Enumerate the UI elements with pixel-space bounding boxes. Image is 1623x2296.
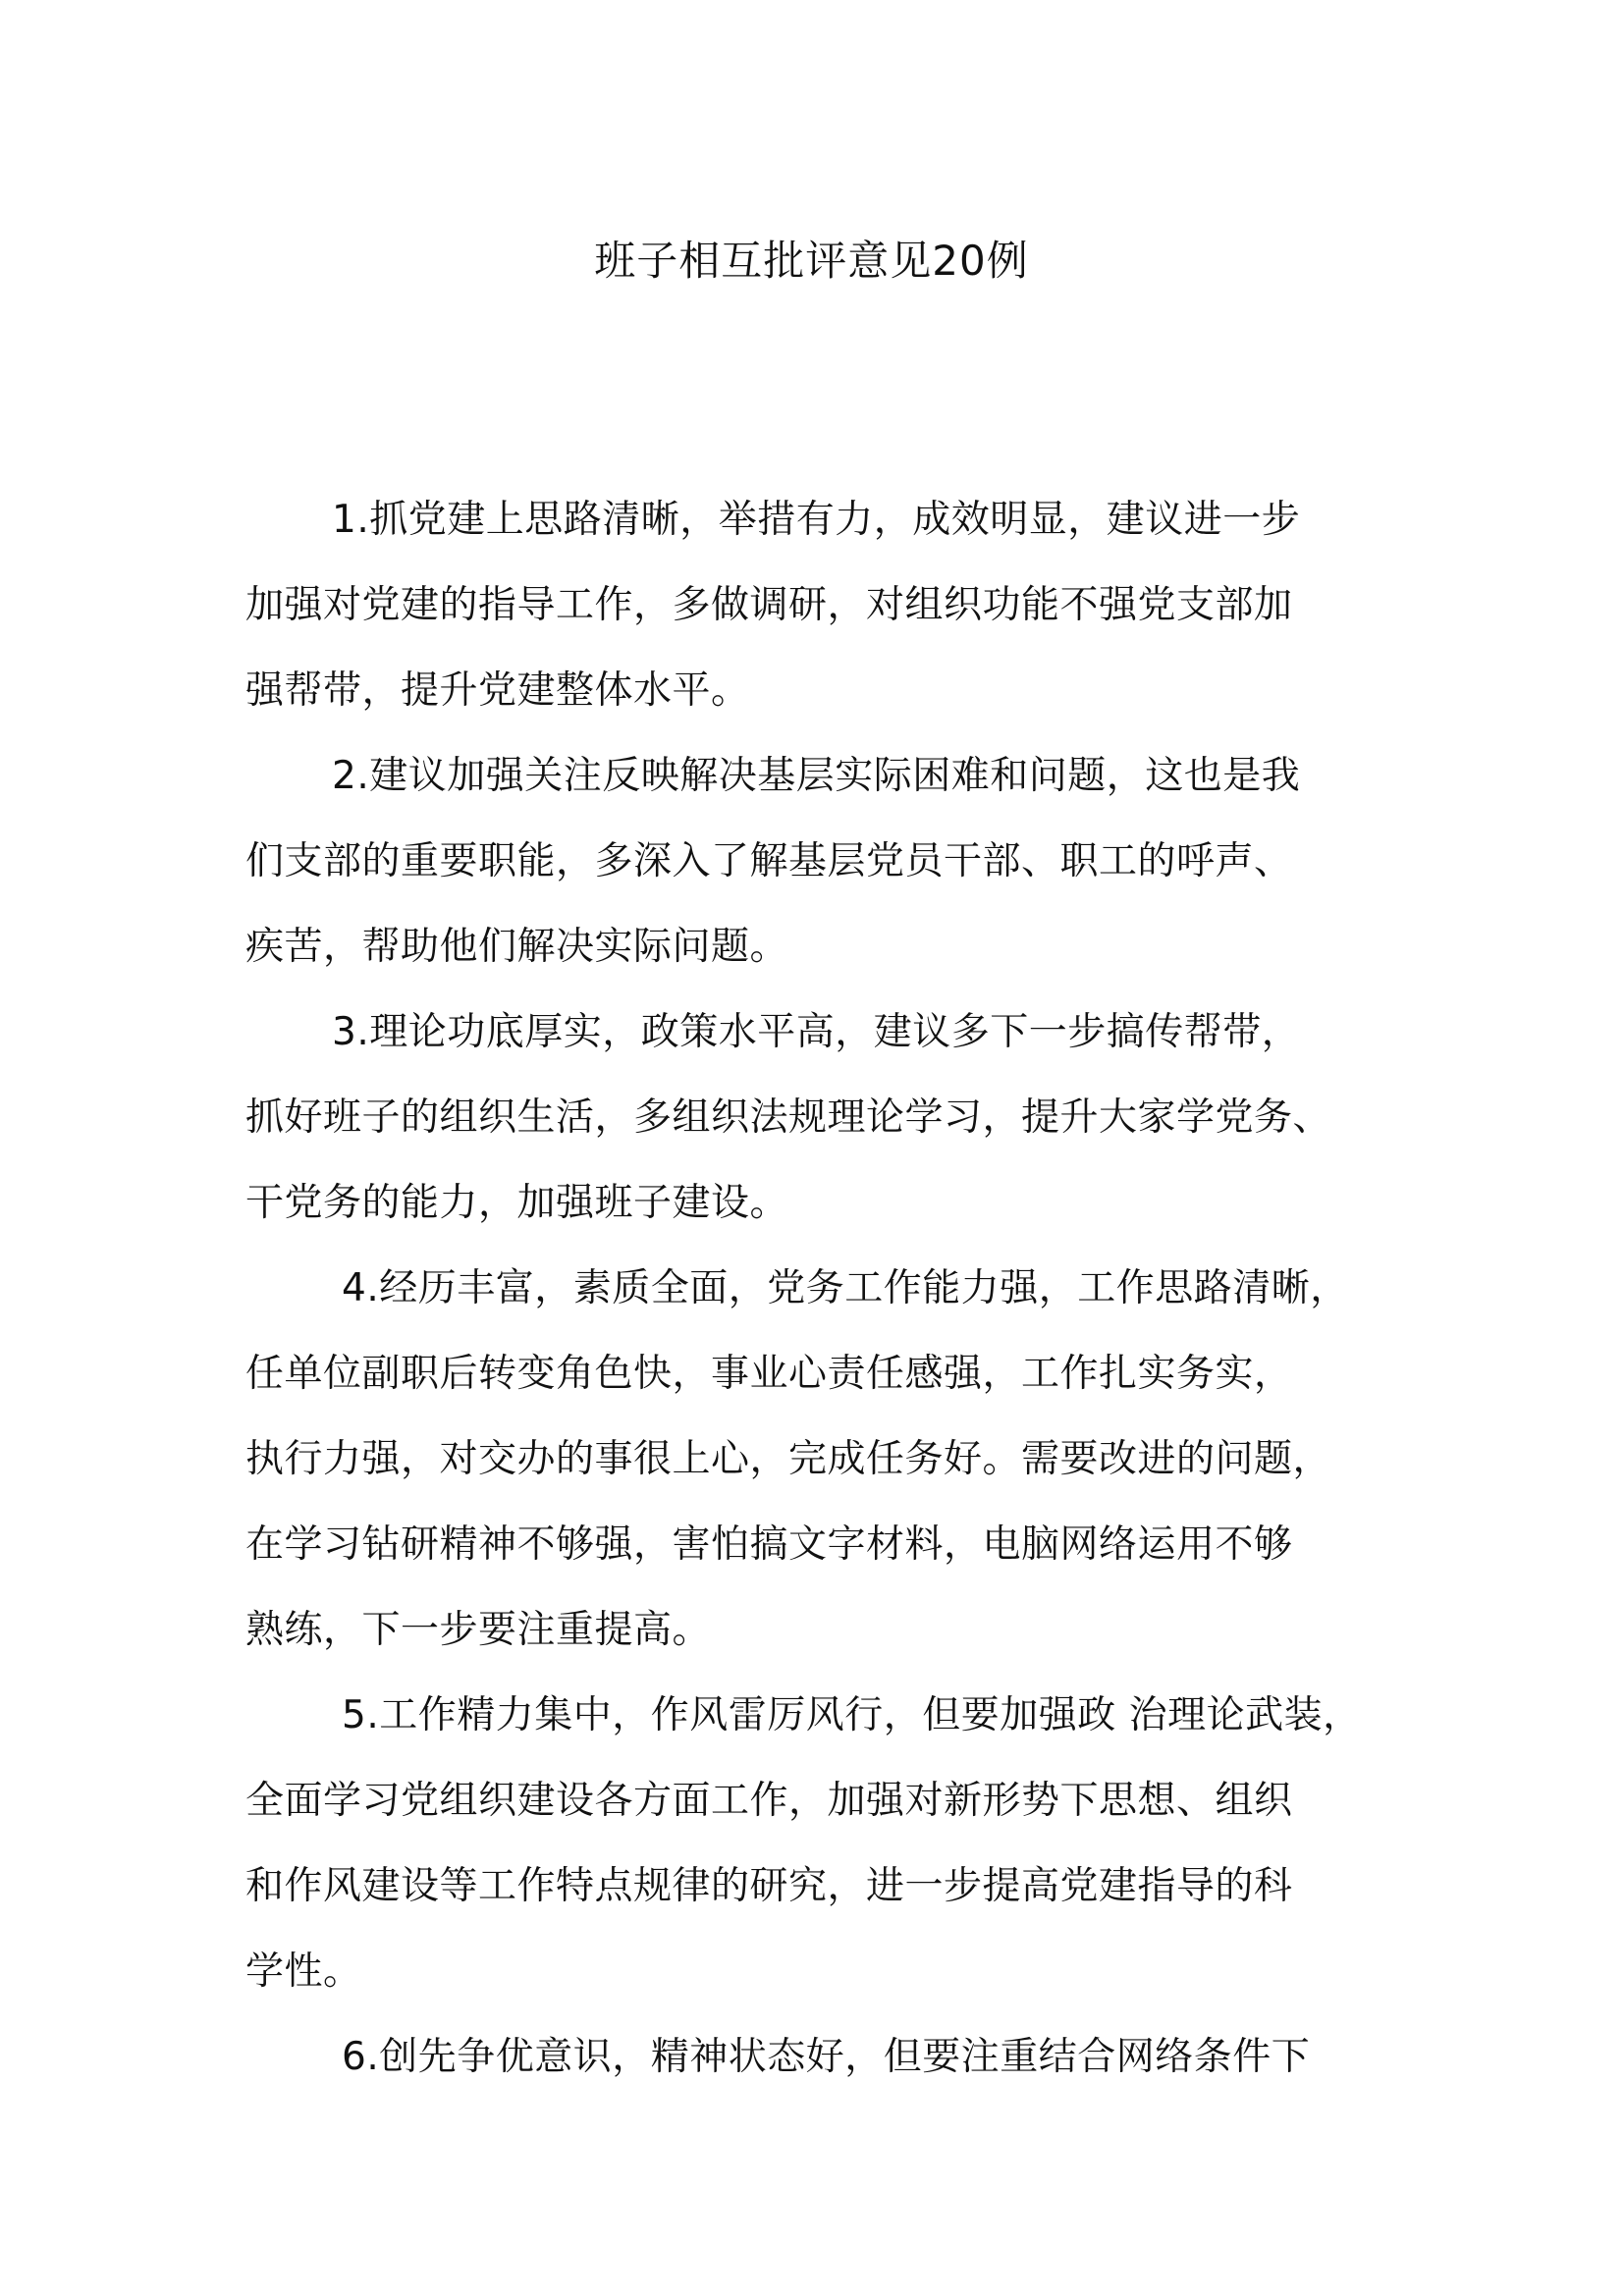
paragraph-6-line-1: 6.创先争优意识，精神状态好，但要注重结合网络条件下 (342, 2035, 1311, 2079)
paragraph-5-line-1: 5.工作精力集中，作风雷厉风行，但要加强政 治理论武装， (342, 1693, 1362, 1737)
paragraph-3-line-3: 干党务的能力，加强班子建设。 (245, 1181, 789, 1225)
paragraph-2-line-1: 2.建议加强关注反映解决基层实际困难和问题，这也是我 (332, 754, 1301, 798)
paragraph-1-line-2: 加强对党建的指导工作，多做调研，对组织功能不强党支部加 (245, 583, 1293, 627)
document-title: 班子相互批评意见20例 (594, 237, 1029, 285)
paragraph-4-line-5: 熟练，下一步要注重提高。 (245, 1608, 712, 1652)
paragraph-5-line-4: 学性。 (245, 1949, 362, 1994)
paragraph-4-line-2: 任单位副职后转变角色快，事业心责任感强，工作扎实务实， (245, 1352, 1293, 1396)
paragraph-4-line-4: 在学习钻研精神不够强，害怕搞文字材料，电脑网络运用不够 (245, 1522, 1293, 1567)
paragraph-2-line-2: 们支部的重要职能，多深入了解基层党员干部、职工的呼声、 (245, 839, 1293, 883)
paragraph-5-line-3: 和作风建设等工作特点规律的研究，进一步提高党建指导的科 (245, 1864, 1293, 1908)
paragraph-3-line-2: 抓好班子的组织生活，多组织法规理论学习，提升大家学党务、 (245, 1095, 1332, 1140)
paragraph-4-line-1: 4.经历丰富，素质全面，党务工作能力强，工作思路清晰， (342, 1266, 1349, 1310)
paragraph-1-line-3: 强帮带，提升党建整体水平。 (245, 668, 750, 713)
paragraph-1-line-1: 1.抓党建上思路清晰，举措有力，成效明显，建议进一步 (332, 498, 1301, 542)
paragraph-4-line-3: 执行力强，对交办的事很上心，完成任务好。需要改进的问题， (245, 1437, 1332, 1481)
paragraph-2-line-3: 疾苦，帮助他们解决实际问题。 (245, 925, 789, 969)
paragraph-3-line-1: 3.理论功底厚实，政策水平高，建议多下一步搞传帮带， (332, 1010, 1301, 1054)
paragraph-5-line-2: 全面学习党组织建设各方面工作，加强对新形势下思想、组织 (245, 1779, 1293, 1823)
